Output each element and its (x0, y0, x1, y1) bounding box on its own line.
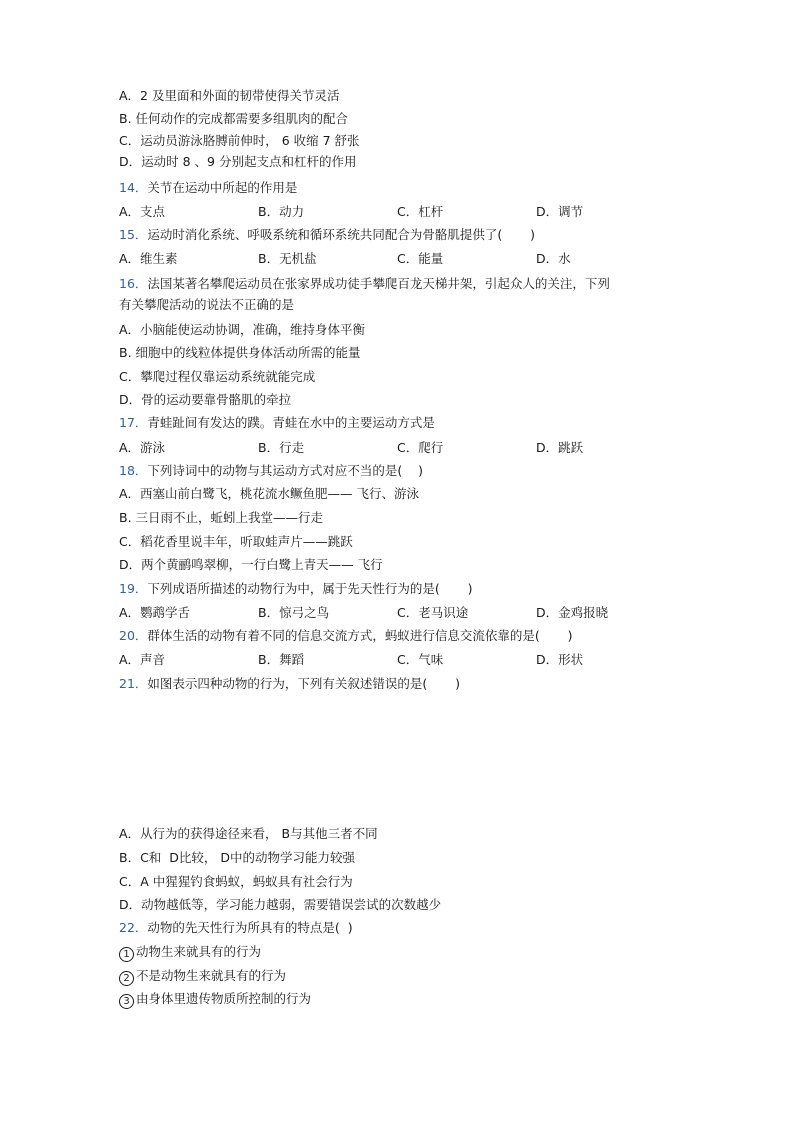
q21-option-d: D．动物越低等，学习能力越弱，需要错误尝试的次数越少 (119, 897, 442, 912)
question-number: 19． (119, 581, 148, 596)
q19-option-b: B．惊弓之鸟 (258, 605, 330, 620)
question-14 (119, 180, 297, 196)
question-number: 21． (119, 676, 148, 691)
question-number: 16． (119, 276, 148, 291)
question-text: 运动时消化系统、呼吸系统和循环系统共同配合为骨骼肌提供了( ) (147, 227, 535, 242)
q19-option-a: A．鹦鹉学舌 (119, 605, 191, 620)
circled-number: 1 (119, 947, 134, 962)
q15-option-d: D．水 (536, 251, 571, 266)
q19-option-c: C．老马识途 (397, 605, 469, 620)
q15-option-a: A．维生素 (119, 251, 178, 266)
q18-option-d: D．两个黄鹂鸣翠柳，一行白鹭上青天—— 飞行 (119, 557, 383, 572)
question-text: 如图表示四种动物的行为，下列有关叙述错误的是( ) (147, 676, 460, 691)
q20-option-a: A．声音 (119, 652, 166, 667)
question-text: 法国某著名攀爬运动员在张家界成功徒手攀爬百龙天梯井架，引起众人的关注，下列 (147, 276, 610, 291)
q22-item-2 (119, 968, 286, 986)
q13-option-a: A．2 及里面和外面的韧带使得关节灵活 (119, 88, 340, 103)
q16-option-a: A．小脑能使运动协调，准确，维持身体平衡 (119, 322, 366, 337)
q18-option-c: C．稻花香里说丰年，听取蛙声片——跳跃 (119, 534, 353, 549)
question-16-continued: 有关攀爬活动的说法不正确的是 (119, 297, 295, 312)
q20-option-d: D．形状 (536, 652, 584, 667)
q17-option-d: D．跳跃 (536, 440, 584, 455)
figure-placeholder (119, 700, 679, 818)
q22-item-3 (119, 991, 311, 1009)
question-16 (119, 276, 610, 292)
q13-option-c: C．运动员游泳胳膊前伸时， 6 收缩 7 舒张 (119, 133, 360, 148)
q18-option-b: B. 三日雨不止，蚯蚓上我堂——行走 (119, 510, 324, 525)
question-text: 青蛙趾间有发达的蹼。青蛙在水中的主要运动方式是 (147, 415, 435, 430)
q14-option-b: B．动力 (258, 204, 305, 219)
q15-option-b: B．无机盐 (258, 251, 317, 266)
q20-option-b: B．舞蹈 (258, 652, 305, 667)
question-19 (119, 581, 472, 597)
question-17 (119, 415, 435, 431)
q20-option-c: C．气味 (397, 652, 444, 667)
q13-option-b: B. 任何动作的完成都需要多组肌肉的配合 (119, 111, 349, 126)
q22-item-1 (119, 944, 261, 962)
q21-option-c: C．A 中猩猩钓食蚂蚁，蚂蚁具有社会行为 (119, 874, 353, 889)
q19-option-d: D．金鸡报晓 (536, 605, 609, 620)
q15-option-c: C．能量 (397, 251, 444, 266)
q21-option-a: A．从行为的获得途径来看， B与其他三者不同 (119, 826, 378, 841)
question-20 (119, 628, 572, 644)
question-text: 动物的先天性行为所具有的特点是( ) (147, 920, 353, 935)
item-text: 不是动物生来就具有的行为 (136, 968, 287, 983)
question-number: 20． (119, 628, 148, 643)
q16-option-c: C．攀爬过程仅靠运动系统就能完成 (119, 369, 316, 384)
q14-option-a: A．支点 (119, 204, 166, 219)
circled-number: 3 (119, 994, 134, 1009)
question-text: 下列成语所描述的动物行为中，属于先天性行为的是( ) (147, 581, 473, 596)
question-22 (119, 920, 353, 936)
q16-option-d: D．骨的运动要靠骨骼肌的牵拉 (119, 392, 292, 407)
question-15 (119, 227, 535, 243)
q17-option-a: A．游泳 (119, 440, 166, 455)
question-text: 下列诗词中的动物与其运动方式对应不当的是( ) (147, 463, 424, 478)
q14-option-d: D．调节 (536, 204, 584, 219)
q21-option-b: B．C和 D比较， D中的动物学习能力较强 (119, 850, 355, 865)
q16-option-b: B. 细胞中的线粒体提供身体活动所需的能量 (119, 345, 361, 360)
item-text: 动物生来就具有的行为 (136, 944, 262, 959)
q17-option-c: C．爬行 (397, 440, 444, 455)
question-number: 17． (119, 415, 148, 430)
item-text: 由身体里遗传物质所控制的行为 (136, 991, 312, 1006)
question-number: 18． (119, 463, 148, 478)
circled-number: 2 (119, 971, 134, 986)
question-number: 22． (119, 920, 148, 935)
q13-option-d: D．运动时 8 、9 分别起支点和杠杆的作用 (119, 154, 357, 169)
question-18 (119, 463, 423, 479)
question-text: 关节在运动中所起的作用是 (147, 180, 298, 195)
question-text: 群体生活的动物有着不同的信息交流方式，蚂蚁进行信息交流依靠的是( ) (147, 628, 573, 643)
q18-option-a: A．西塞山前白鹭飞，桃花流水鳜鱼肥—— 飞行、游泳 (119, 486, 420, 501)
q17-option-b: B．行走 (258, 440, 305, 455)
question-21 (119, 676, 460, 692)
q14-option-c: C．杠杆 (397, 204, 444, 219)
question-number: 14． (119, 180, 148, 195)
question-number: 15． (119, 227, 148, 242)
